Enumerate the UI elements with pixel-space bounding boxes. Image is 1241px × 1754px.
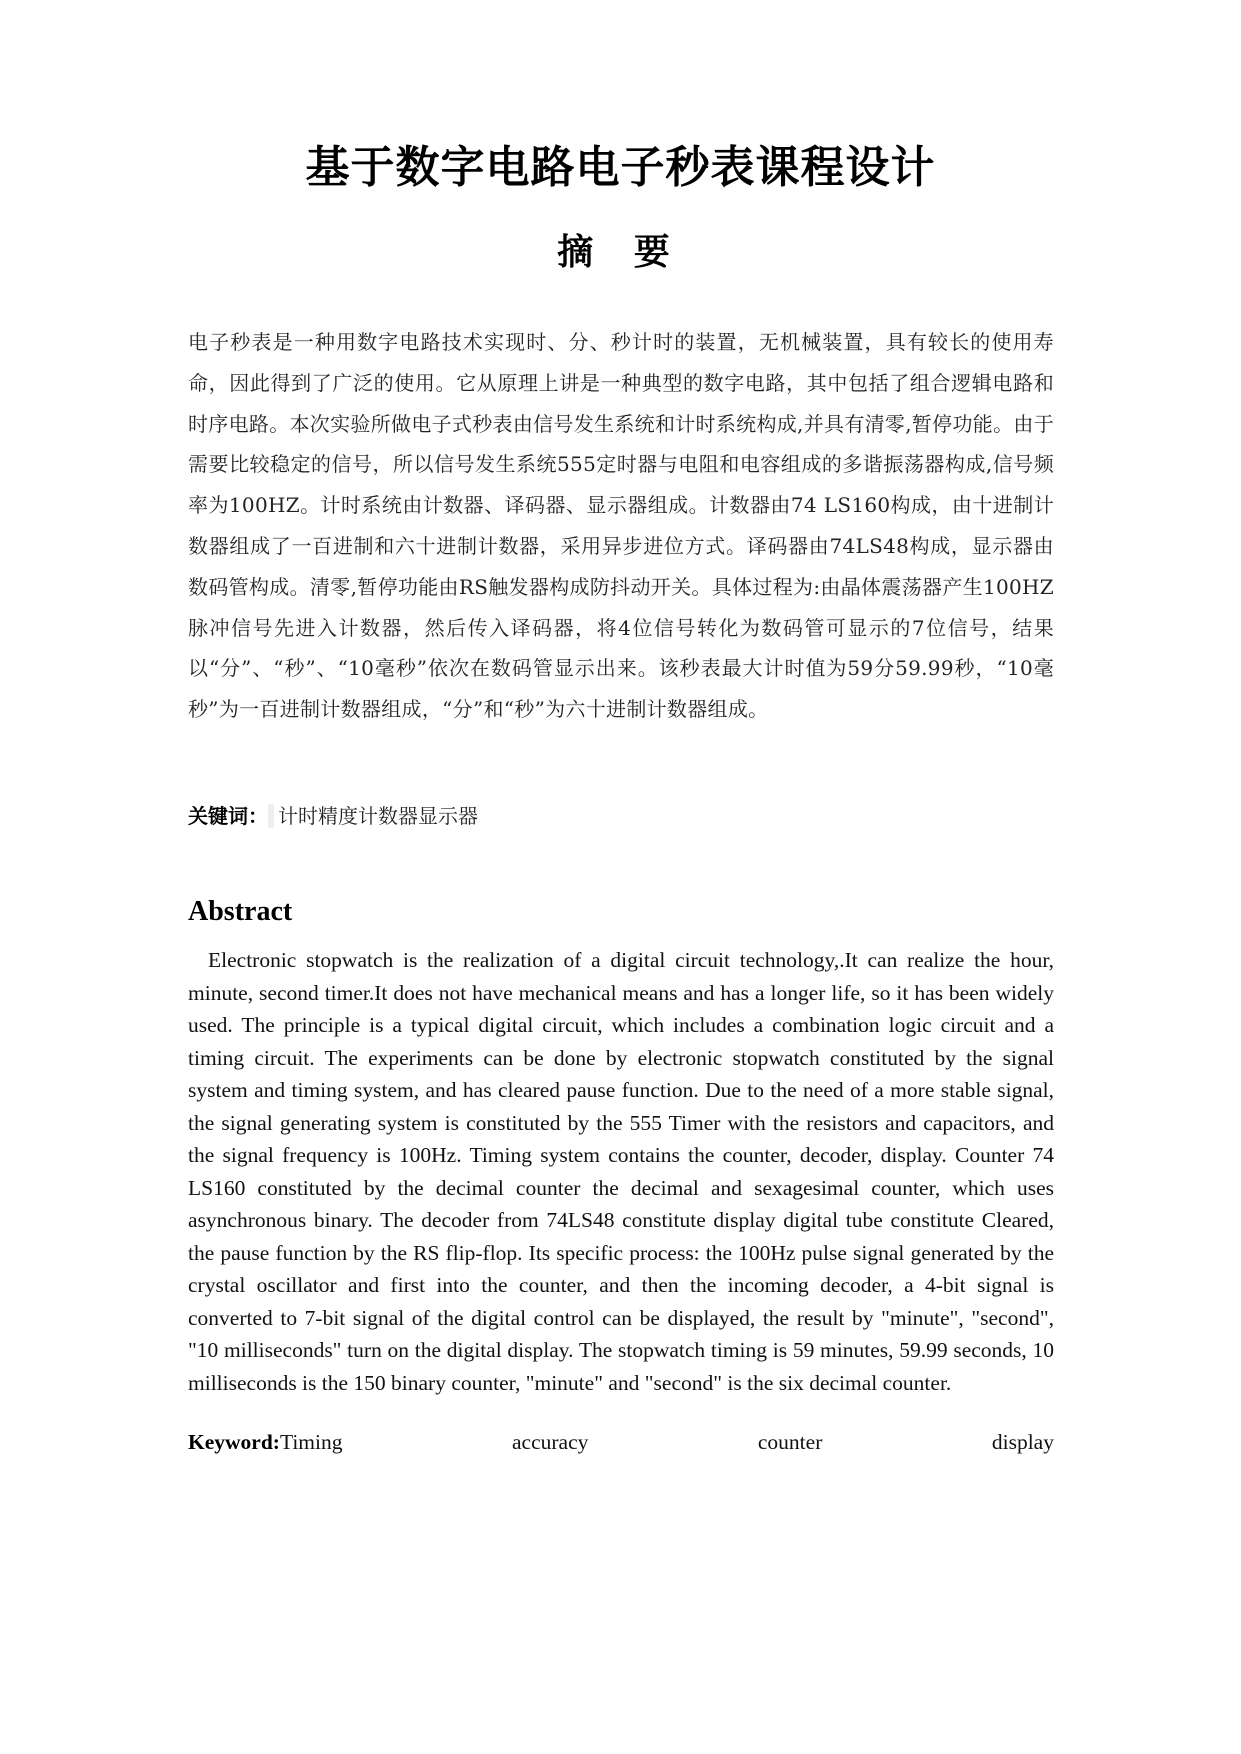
abstract-body-cn: 电子秒表是一种用数字电路技术实现时、分、秒计时的装置，无机械装置，具有较长的使用寿命，因此得到了广泛的使用。它从原理上讲是一种典型的数字电路，其中包括了组合逻辑电路和时序电路。本次实验所做电子式秒表由信号发生系统和计时系统构成,并具有清零,暂停功能。由于需要比较稳定的信号，所以信号发生系统555定时器与电阻和电容组成的多谐振荡器构成,信号频率为100HZ。计时系统由计数器、译码器、显示器组成。计数器由74 LS160构成，由十进制计数器组成了一百进制和六十进制计数器，采用异步进位方式。译码器由74LS48构成，显示器由数码管构成。清零,暂停功能由RS触发器构成防抖动开关。具体过程为:由晶体震荡器产生100HZ脉冲信号先进入计数器，然后传入译码器，将4位信号转化为数码管可显示的7位信号，结果以“分”、“秒”、“10毫秒”依次在数码管显示出来。该秒表最大计时值为59分59.99秒，“10毫秒”为一百进制计数器组成，“分”和“秒”为六十进制计数器组成。 (188, 330, 1054, 722)
document-title: 基于数字电路电子秒表课程设计 (305, 142, 936, 193)
abstract-heading-cn: 摘 要 (557, 232, 684, 273)
abstract-body-en: Electronic stopwatch is the realization of a digital circuit technology,.It can realize the hour, minute, second timer.It does not have mechanical means and has a longer life, so it has been widely used. The principle is a typical digital circuit, which includes a combination logic circuit and a timing circuit. The experiments can be done by electronic stopwatch constituted by the signal system and timing system, and has cleared pause function. Due to the need of a more stable signal, the signal generating system is constituted by the 555 Timer with the resistors and capacitors, and the signal frequency is 100Hz. Timing system contains the counter, decoder, display. Counter 74 LS160 constituted by the decimal counter the decimal and sexagesimal counter, which uses asynchronous binary. The decoder from 74LS48 constitute display digital tube constitute Cleared, the pause function by the RS flip-flop. Its specific process: the 100Hz pulse signal generated by the crystal oscillator and first into the counter, and then the incoming decoder, a 4-bit signal is converted to 7-bit signal of the digital control can be displayed, the result by "minute", "second", "10 milliseconds" turn on the digital display. The stopwatch timing is 59 minutes, 59.99 seconds, 10 milliseconds is the 150 binary counter, "minute" and "second" is the six decimal counter. (188, 948, 1054, 1395)
keywords-en (188, 1426, 1054, 1458)
keyword-text: Timing (279, 1430, 343, 1454)
keyword-item-counter: counter (757, 1430, 823, 1454)
keyword-item-timing (188, 1426, 343, 1458)
abstract-heading-en: Abstract (188, 896, 293, 927)
keywords-label-cn: 关键词： (188, 804, 268, 828)
keyword-item-display: display (991, 1430, 1054, 1454)
keywords-label-en: Keyword: (188, 1430, 280, 1454)
keywords-text-cn: 计时精度计数器显示器 (268, 804, 478, 828)
keywords-cn (188, 800, 1054, 833)
keyword-item-accuracy: accuracy (512, 1430, 589, 1454)
